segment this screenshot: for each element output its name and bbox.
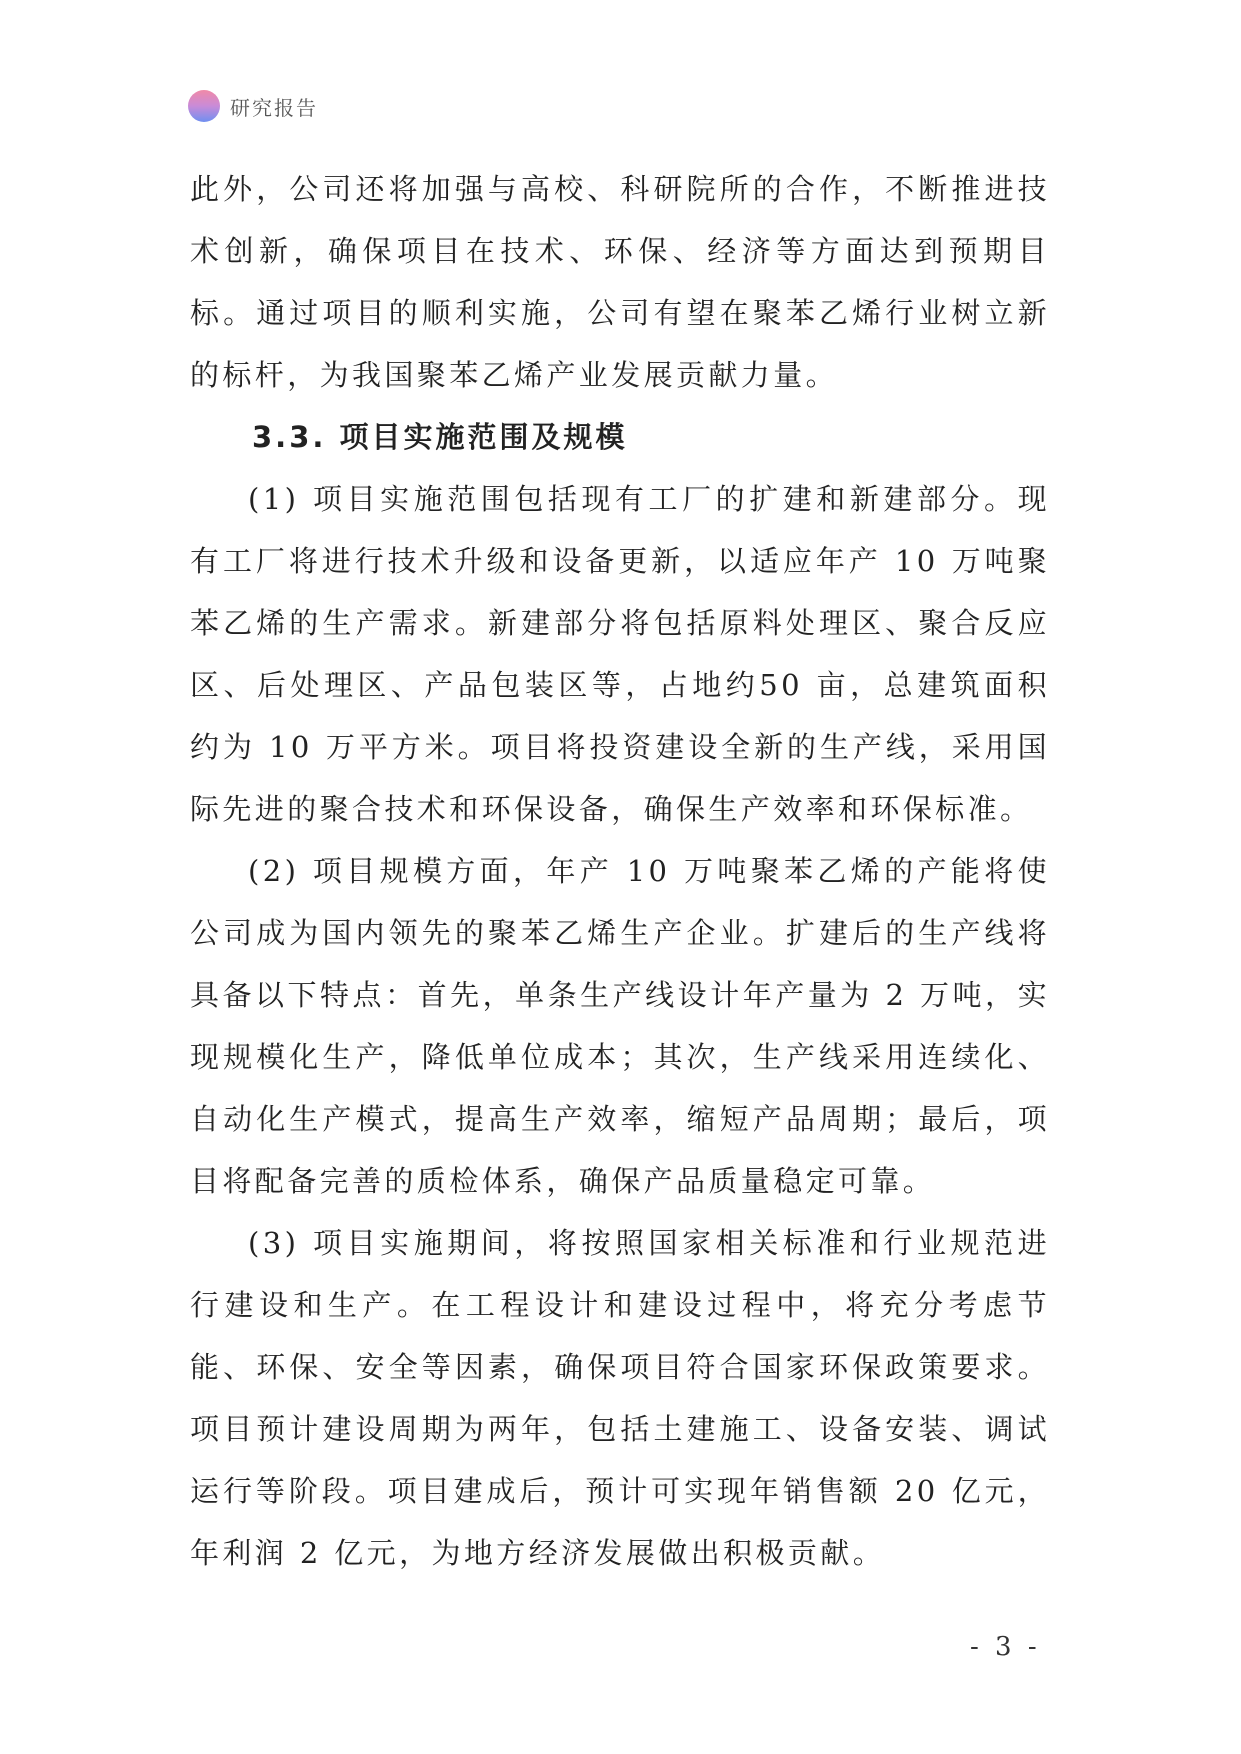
paragraph-scale: (2) 项目规模方面，年产 10 万吨聚苯乙烯的产能将使公司成为国内领先的聚苯乙烯生产企业。扩建后的生产线将具备以下特点：首先，单条生产线设计年产量为 2 万吨，实现规模化生产，降低单位成本；其次，生产线采用连续化、自动化生产模式，提高生产效率，缩短产品周期；最后，项目将配备完善的质检体系，确保产品质量稳定可靠。 (190, 854, 1050, 1198)
logo-icon (188, 90, 220, 122)
section-heading: 3.3. 项目实施范围及规模 (252, 420, 628, 454)
page-number: - 3 - (970, 1632, 1041, 1662)
page-header (188, 88, 318, 124)
paragraph-scope: (1) 项目实施范围包括现有工厂的扩建和新建部分。现有工厂将进行技术升级和设备更新，以适应年产 10 万吨聚苯乙烯的生产需求。新建部分将包括原料处理区、聚合反应区、后处理区、产品包装区等，占地约50 亩，总建筑面积约为 10 万平方米。项目将投资建设全新的生产线，采用国际先进的聚合技术和环保设备，确保生产效率和环保标准。 (190, 482, 1050, 826)
intro-paragraph: 此外，公司还将加强与高校、科研院所的合作，不断推进技术创新，确保项目在技术、环保、经济等方面达到预期目标。通过项目的顺利实施，公司有望在聚苯乙烯行业树立新的标杆，为我国聚苯乙烯产业发展贡献力量。 (190, 172, 1050, 392)
paragraph-implementation: (3) 项目实施期间，将按照国家相关标准和行业规范进行建设和生产。在工程设计和建设过程中，将充分考虑节能、环保、安全等因素，确保项目符合国家环保政策要求。项目预计建设周期为两年，包括土建施工、设备安装、调试运行等阶段。项目建成后，预计可实现年销售额 20 亿元，年利润 2 亿元，为地方经济发展做出积极贡献。 (190, 1226, 1050, 1570)
document-body (190, 158, 1050, 1584)
header-label: 研究报告 (230, 95, 318, 120)
